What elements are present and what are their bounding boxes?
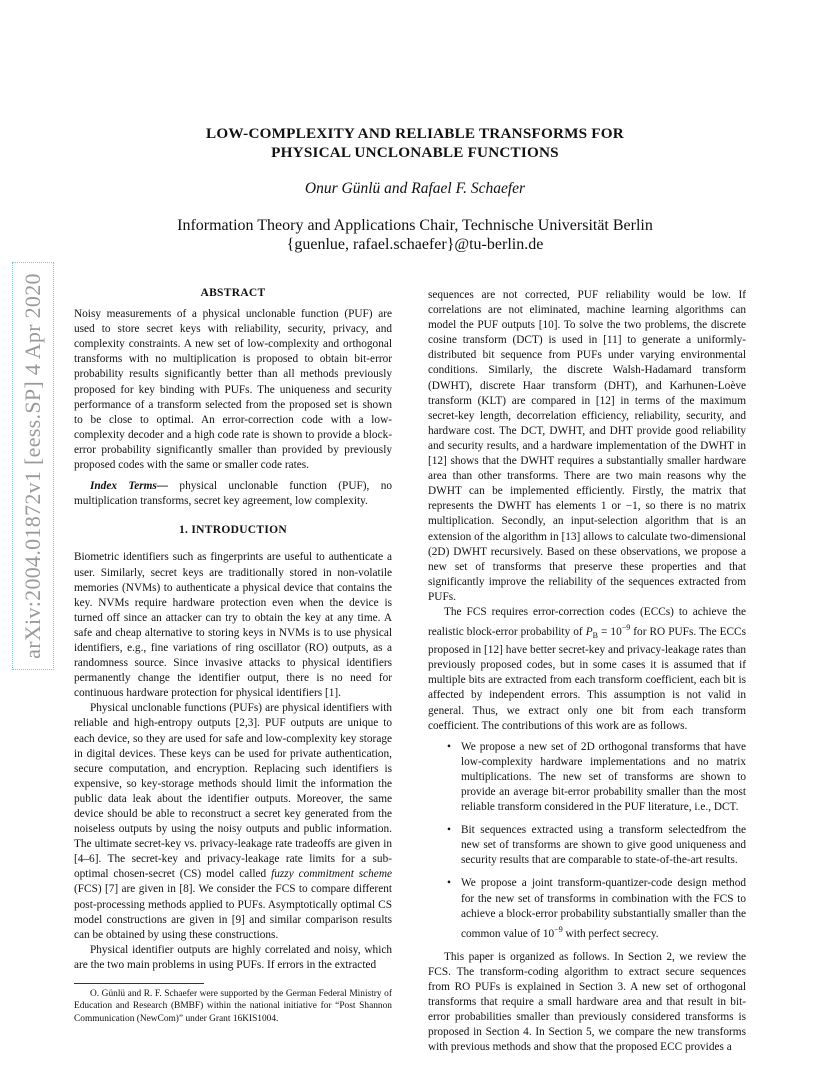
intro-paragraph-2 bbox=[74, 701, 392, 943]
intro-paragraph-1: Biometric identifiers such as fingerprints are useful to authenticate a user. Similarly, secret keys are traditionally stored in non-volatile memories (NVMs) to authenticate a physical device that contains the key. NVMs require hardware protection even when the device is turned off since an attacker can try to obtain the key at any time. A safe and cheap alternative to storing keys in NVMs is to use physical identifiers, e.g., fine variations of ring oscillator (RO) outputs, as a randomness source. Since invasive attacks to physical identifiers permanently change the identifier output, there is no need for continuous hardware protection for physical identifiers [1]. bbox=[74, 551, 392, 700]
block-error-subscript: B bbox=[592, 631, 598, 641]
introduction-heading: 1. INTRODUCTION bbox=[178, 524, 287, 537]
author-emails: {guenlue, rafael.schaefer}@tu-berlin.de bbox=[286, 236, 544, 253]
block-error-symbol: P bbox=[585, 625, 593, 638]
contribution-3-part-a: We propose a joint transform-quantizer-code design method for the new set of transforms in combination with the FCS to achieve a block-error probability substantially smaller than the common value of 10 bbox=[461, 877, 746, 940]
title-line-1: LOW-COMPLEXITY AND RELIABLE TRANSFORMS FOR bbox=[206, 125, 624, 142]
right-paragraph-1: sequences are not corrected, PUF reliability would be low. If correlations are not eliminated, machine learning algorithms can model the PUF outputs [10]. To solve the two problems, the discrete cosine transform (DCT) is used in [11] to generate a uniformly-distributed bit sequence from PUFs under varying environmental conditions. Similarly, the discrete Walsh-Hadamard transform (DWHT), discrete Haar transform (DHT), and Karhunen-Loève transform (KLT) are compared in [12] in terms of the maximum secret-key length, decorrelation efficiency, reliability, security, and hardware cost. The DCT, DWHT, and DHT provide good reliability and security results, and a hardware implementation of the DWHT in [12] shows that the DWHT requires a substantially smaller hardware area than other transforms. There are two main reasons why the DWHT can be implemented efficiently. Firstly, the matrix that represents the DWHT has elements 1 or −1, so there is no matrix multiplication. Secondly, an input-selection algorithm that is an extension of the algorithm in [13] allows to calculate two-dimensional (2D) DWHT recursively. Based on these observations, we propose a new set of transforms that preserve these properties and that significantly improve the reliability of the sequences extracted from PUFs. bbox=[428, 289, 746, 603]
contribution-3-exponent: −9 bbox=[554, 924, 563, 934]
author-list: Onur Günlü and Rafael F. Schaefer bbox=[304, 180, 526, 197]
intro-paragraph-3: Physical identifier outputs are highly correlated and noisy, which are the two main problems in using PUFs. If errors in the extracted bbox=[74, 943, 392, 971]
footnote-rule bbox=[74, 983, 204, 984]
contributions-list bbox=[428, 740, 746, 942]
right-paragraph-3: This paper is organized as follows. In Section 2, we review the FCS. The transform-coding algorithm to extract secure sequences from RO PUFs is explained in Section 3. A new set of orthogonal transforms that require a small hardware area and that result in bit-error probabilities smaller than previously considered transforms is proposed in Section 4. In Section 5, we compare the new transforms with previous methods and show that the proposed ECC provides a bbox=[428, 950, 746, 1054]
fuzzy-commitment-term: fuzzy commitment scheme bbox=[271, 868, 392, 881]
title-line-2: PHYSICAL UNCLONABLE FUNCTIONS bbox=[271, 144, 559, 161]
right-paragraph-2-part-a: The FCS requires error-correction codes (ECCs) to achieve the realistic block-error probability of bbox=[428, 605, 746, 638]
right-paragraph-2-part-b: for RO PUFs. The ECCs proposed in [12] have better secret-key and privacy-leakage rates than previously proposed codes, but in some cases it is assumed that if multiple bits are extracted from each transform coefficient, each bit is affected by independent errors. This assumption is not valid in general. Thus, we extract only one bit from each transform coefficient. The contributions of this work are as follows. bbox=[428, 625, 746, 732]
arxiv-identifier-stamp bbox=[12, 262, 54, 670]
affiliation-block bbox=[120, 216, 710, 254]
intro-paragraph-2-part-a: Physical unclonable functions (PUFs) are physical identifiers with reliable and high-entropy outputs [2,3]. PUF outputs are unique to each device, so they are used for safe and low-complexity key storage in digital devices. These keys can be used for private authentication, secure computation, and encryption. Replacing such identifiers is expensive, so key-storage methods should limit the information the public data leak about the identifier outputs. Moreover, the same device should be able to reconstruct a secret key generated from the noiseless outputs by using the noisy outputs and public information. The ultimate secret-key vs. privacy-leakage rate tradeoffs are given in [4–6]. The secret-key and privacy-leakage rate limits for a sub-optimal chosen-secret (CS) model called bbox=[74, 702, 392, 881]
index-terms-text: physical unclonable function (PUF), no multiplication transforms, secret key agreement, low complexity. bbox=[74, 480, 392, 508]
contribution-item bbox=[461, 876, 746, 941]
paper-title bbox=[120, 124, 710, 162]
contribution-3-part-b: with perfect secrecy. bbox=[562, 927, 659, 940]
affiliation: Information Theory and Applications Chair, Technische Universität Berlin bbox=[177, 217, 653, 234]
index-terms bbox=[74, 479, 392, 509]
contribution-item: • We propose a new set of 2D orthogonal transforms that have low-complexity hardware implementations and no matrix multiplications. The new set of transforms are shown to provide an average bit-error probability smaller than the most reliable transform considered in the PUF literature, i.e., DCT. bbox=[461, 740, 746, 815]
index-terms-label: Index Terms— bbox=[90, 480, 169, 493]
block-error-exponent: −9 bbox=[621, 623, 631, 633]
contribution-item: • Bit sequences extracted using a transform selectedfrom the new set of transforms are shown to give good uniqueness and security results that are comparable to state-of-the-art results. bbox=[461, 823, 746, 868]
abstract-text: Noisy measurements of a physical unclonable function (PUF) are used to store secret keys with reliability, security, privacy, and complexity constraints. A new set of low-complexity and orthogonal transforms with no multiplication is proposed to obtain bit-error probability results significantly better than all methods previously proposed for key binding with PUFs. The uniqueness and security performance of a transform selected from the proposed set is shown to be close to optimal. An error-correction code with a low-complexity decoder and a high code rate is shown to provide a block-error probability significantly smaller than provided by previously proposed codes with the same or smaller code rates. bbox=[74, 308, 392, 472]
abstract-heading: ABSTRACT bbox=[200, 287, 266, 299]
intro-paragraph-2-part-b: (FCS) [7] are given in [8]. We consider the FCS to compare different post-processing methods applied to PUFs. Asymptotically optimal CS model constructions are given in [9] and similar comparison results can be obtained by using these constructions. bbox=[74, 883, 392, 941]
right-column bbox=[428, 288, 746, 1055]
arxiv-identifier: arXiv:2004.01872v1 [eess.SP] 4 Apr 2020 bbox=[20, 273, 45, 659]
left-column bbox=[74, 286, 392, 1025]
funding-footnote: O. Günlü and R. F. Schaefer were supported by the German Federal Ministry of Education and Research (BMBF) within the national initiative for “Post Shannon Communication (NewCom)” under Grant 16KIS1004. bbox=[74, 989, 392, 1024]
block-error-equals: = 10 bbox=[597, 625, 622, 638]
right-paragraph-2 bbox=[428, 605, 746, 734]
